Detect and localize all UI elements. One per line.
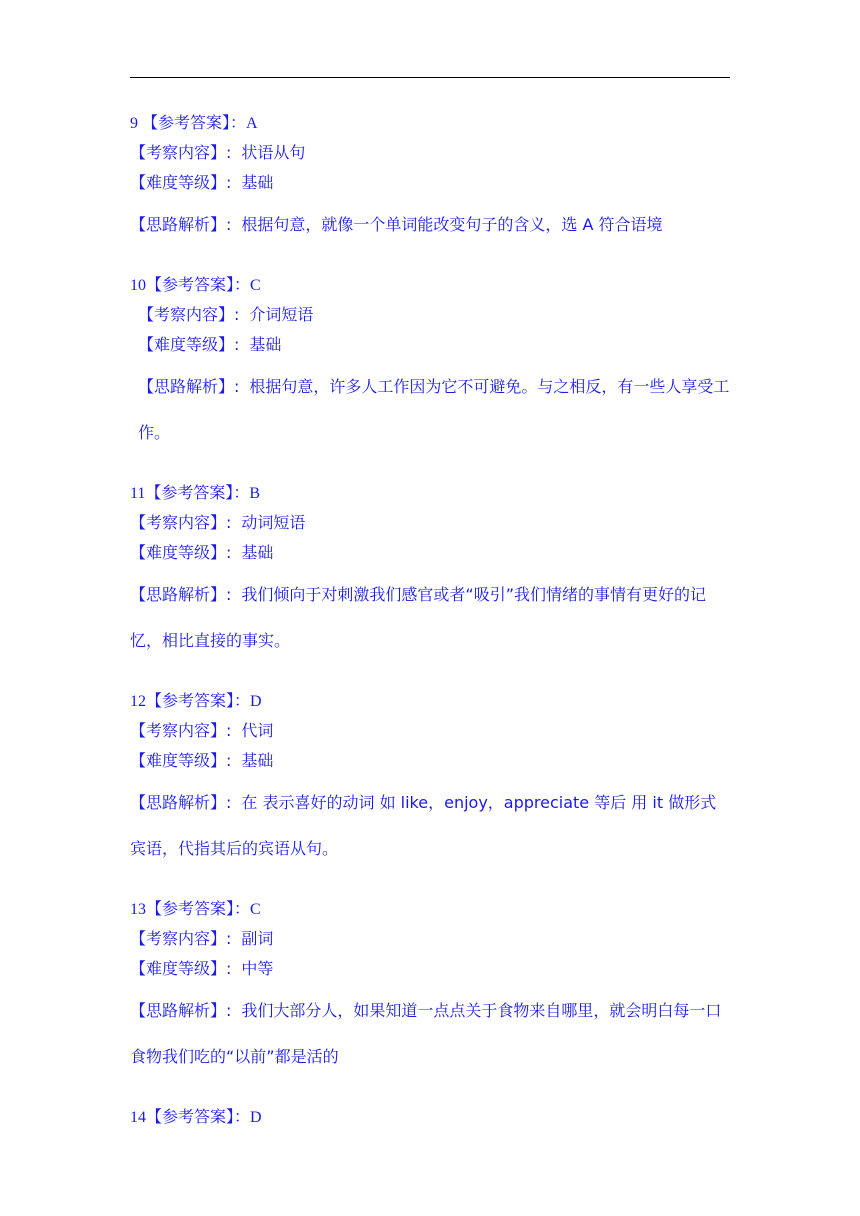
analysis-text: 根据句意，许多人工作因为它不可避免。与之相反，有一些人享受工作。 [138,377,730,442]
level-label: 【难度等级】: [130,751,232,770]
content-label: 【考察内容】: [130,721,232,740]
analysis-label: 【思路解析】: [130,793,232,812]
answer-label: 【参考答案】： [146,899,251,918]
content-line [130,508,730,538]
question-block-9 [130,108,730,248]
question-block-10 [130,270,730,456]
level-value: 基础 [241,751,274,770]
content-line [130,716,730,746]
content-label: 【考察内容】: [130,513,232,532]
analysis-label: 【思路解析】: [130,215,232,234]
level-label: 【难度等级】: [130,959,232,978]
content-value: 状语从句 [241,143,306,162]
content-value: 动词短语 [241,513,306,532]
question-number: 11 [130,485,146,502]
level-value: 基础 [241,173,274,192]
level-label: 【难度等级】: [130,173,232,192]
answer-value: D [250,1109,262,1126]
answer-value: A [246,115,258,132]
question-number: 9 [130,115,138,132]
level-line [130,168,730,198]
question-block-11 [130,478,730,664]
level-line [130,954,730,984]
answer-value: D [250,693,262,710]
answer-label: 【参考答案】： [146,275,251,294]
answer-label: 【参考答案】： [145,483,250,502]
answer-line [130,270,730,300]
answer-key-page [130,108,730,1154]
content-label: 【考察内容】: [130,143,232,162]
question-number: 10 [130,277,146,294]
analysis-label: 【思路解析】: [130,585,232,604]
question-number: 12 [130,693,146,710]
question-block-12 [130,686,730,872]
level-value: 基础 [241,543,274,562]
analysis-text: 根据句意，就像一个单词能改变句子的含义，选 A 符合语境 [241,215,663,234]
question-block-13 [130,894,730,1080]
answer-line [130,686,730,716]
answer-value: B [249,485,261,502]
level-line [130,746,730,776]
answer-line [130,478,730,508]
level-label: 【难度等级】: [130,543,232,562]
analysis-text: 我们倾向于对刺激我们感官或者“吸引”我们情绪的事情有更好的记忆，相比直接的事实。 [130,585,706,650]
analysis-paragraph [130,572,730,664]
level-label: 【难度等级】: [138,335,240,354]
content-value: 代词 [241,721,274,740]
content-line [130,300,730,330]
level-line [130,538,730,568]
content-label: 【考察内容】: [138,305,240,324]
analysis-paragraph [130,364,730,456]
question-number: 14 [130,1109,146,1126]
content-line [130,924,730,954]
level-value: 基础 [249,335,282,354]
header-rule [130,77,730,78]
answer-label: 【参考答案】： [146,1107,251,1126]
analysis-paragraph [130,780,730,872]
analysis-text: 在 表示喜好的动词 如 like，enjoy，appreciate 等后 用 it 做形式宾语，代指其后的宾语从句。 [130,793,717,858]
level-value: 中等 [241,959,274,978]
analysis-paragraph [130,202,730,248]
content-line [130,138,730,168]
answer-label: 【参考答案】： [142,113,247,132]
answer-line [130,108,730,138]
question-number: 13 [130,901,146,918]
answer-value: C [250,277,261,294]
analysis-paragraph [130,988,730,1080]
content-value: 介词短语 [249,305,314,324]
answer-value: C [250,901,261,918]
analysis-text: 我们大部分人，如果知道一点点关于食物来自哪里，就会明白每一口食物我们吃的“以前”都是活的 [130,1001,722,1066]
question-block-14 [130,1102,730,1132]
content-label: 【考察内容】: [130,929,232,948]
answer-label: 【参考答案】： [146,691,251,710]
level-line [130,330,730,360]
answer-line [130,894,730,924]
analysis-label: 【思路解析】: [130,1001,232,1020]
answer-line [130,1102,730,1132]
content-value: 副词 [241,929,274,948]
analysis-label: 【思路解析】: [138,377,240,396]
